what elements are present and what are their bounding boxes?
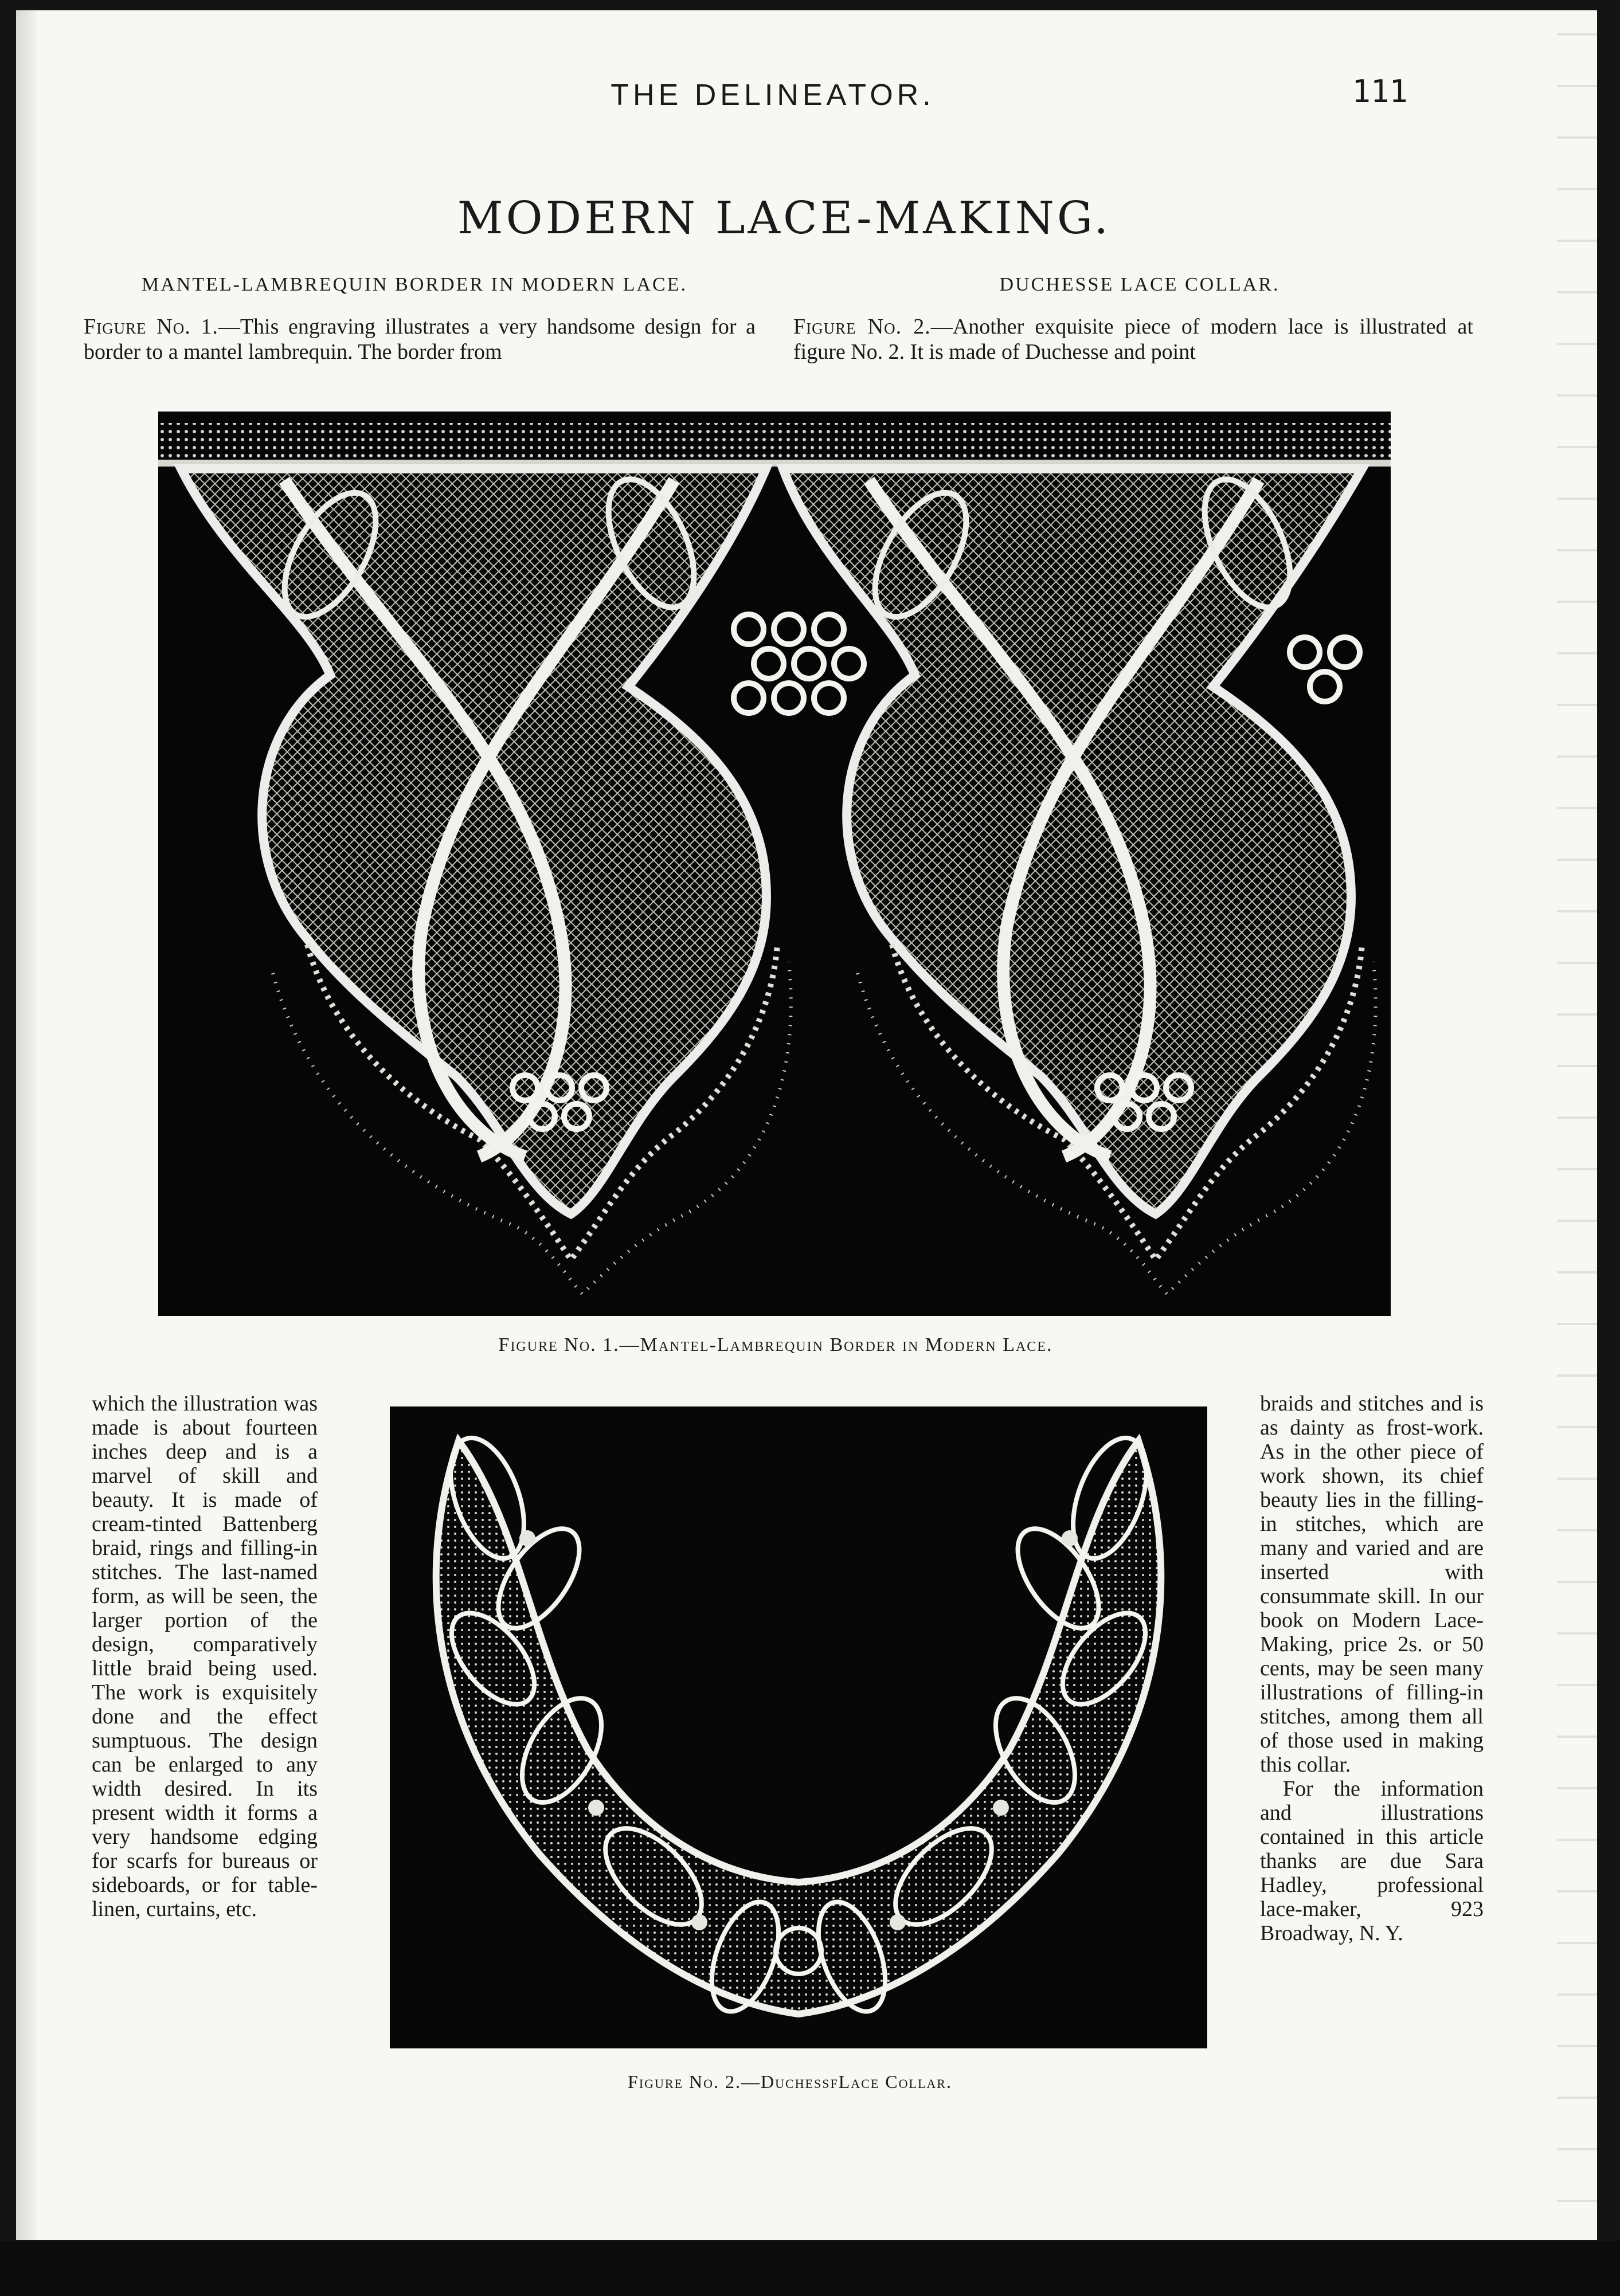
right-column-paragraph-1: braids and stitches and is as dainty as frost-work. As in the other piece of work shown, its chief beauty lies in the filling-in stitches, which are many and varied and are inserted with consummate skill. In our book on Modern Lace-Making, price 2s. or 50 cents, may be seen many illustrations of filling-in stitches, among them all of those used in making this collar.	[1260, 1392, 1484, 1777]
duchesse-collar-engraving	[390, 1406, 1207, 2048]
intro-paragraph-figure-1	[84, 314, 756, 365]
article-title: MODERN LACE-MAKING.	[457, 193, 1112, 244]
right-column-paragraph-2: For the information and illustrations contained in this article thanks are due Sara Hadley, professional lace-maker, 923 Broadway, N. Y.	[1260, 1777, 1484, 1945]
duchesse-collar-artwork	[390, 1406, 1207, 2048]
figure-1-label: Figure No. 1.	[84, 315, 218, 339]
figure-1-caption: Figure No. 1.—Mantel-Lambrequin Border in Modern Lace.	[498, 1334, 1053, 1355]
right-margin-edge	[1557, 10, 1597, 2240]
lambrequin-border-engraving	[158, 412, 1391, 1316]
running-head: THE DELINEATOR.	[611, 79, 935, 112]
scan-bottom-edge	[0, 2241, 1620, 2296]
right-column	[1260, 1392, 1484, 1945]
left-column-text: which the illustration was made is about fourteen inches deep and is a marvel of skill and beauty. It is made of cream-tinted Battenberg braid, rings and filling-in stitches. The last-named form, as will be seen, the larger portion of the design, comparatively little braid being used. The work is exquisitely done and the effect sumptuous. The design can be enlarged to any width desired. In its present width it forms a very handsome edging for scarfs for bureaus or sideboards, or for table-linen, curtains, etc.	[92, 1392, 318, 1921]
section-heading-collar: DUCHESSE LACE COLLAR.	[999, 274, 1280, 295]
intro-paragraph-figure-2	[793, 314, 1473, 365]
magazine-page	[16, 10, 1597, 2240]
figure-2-label: Figure No. 2.	[793, 315, 931, 339]
lambrequin-border-artwork	[158, 412, 1391, 1316]
intro-text-figure-1: —This engraving illustrates a very handsome design for a border to a mantel lambrequin. The border from	[84, 315, 756, 364]
intro-text-figure-2: —Another exquisite piece of modern lace is illustrated at figure No. 2. It is made of Duchesse and point	[793, 315, 1473, 364]
page-number: 111	[1352, 73, 1408, 109]
left-margin-bleed	[16, 10, 37, 2240]
section-heading-lambrequin: MANTEL-LAMBREQUIN BORDER IN MODERN LACE.	[141, 274, 688, 295]
figure-2-caption: Figure No. 2.—DuchessfLace Collar.	[628, 2071, 952, 2092]
